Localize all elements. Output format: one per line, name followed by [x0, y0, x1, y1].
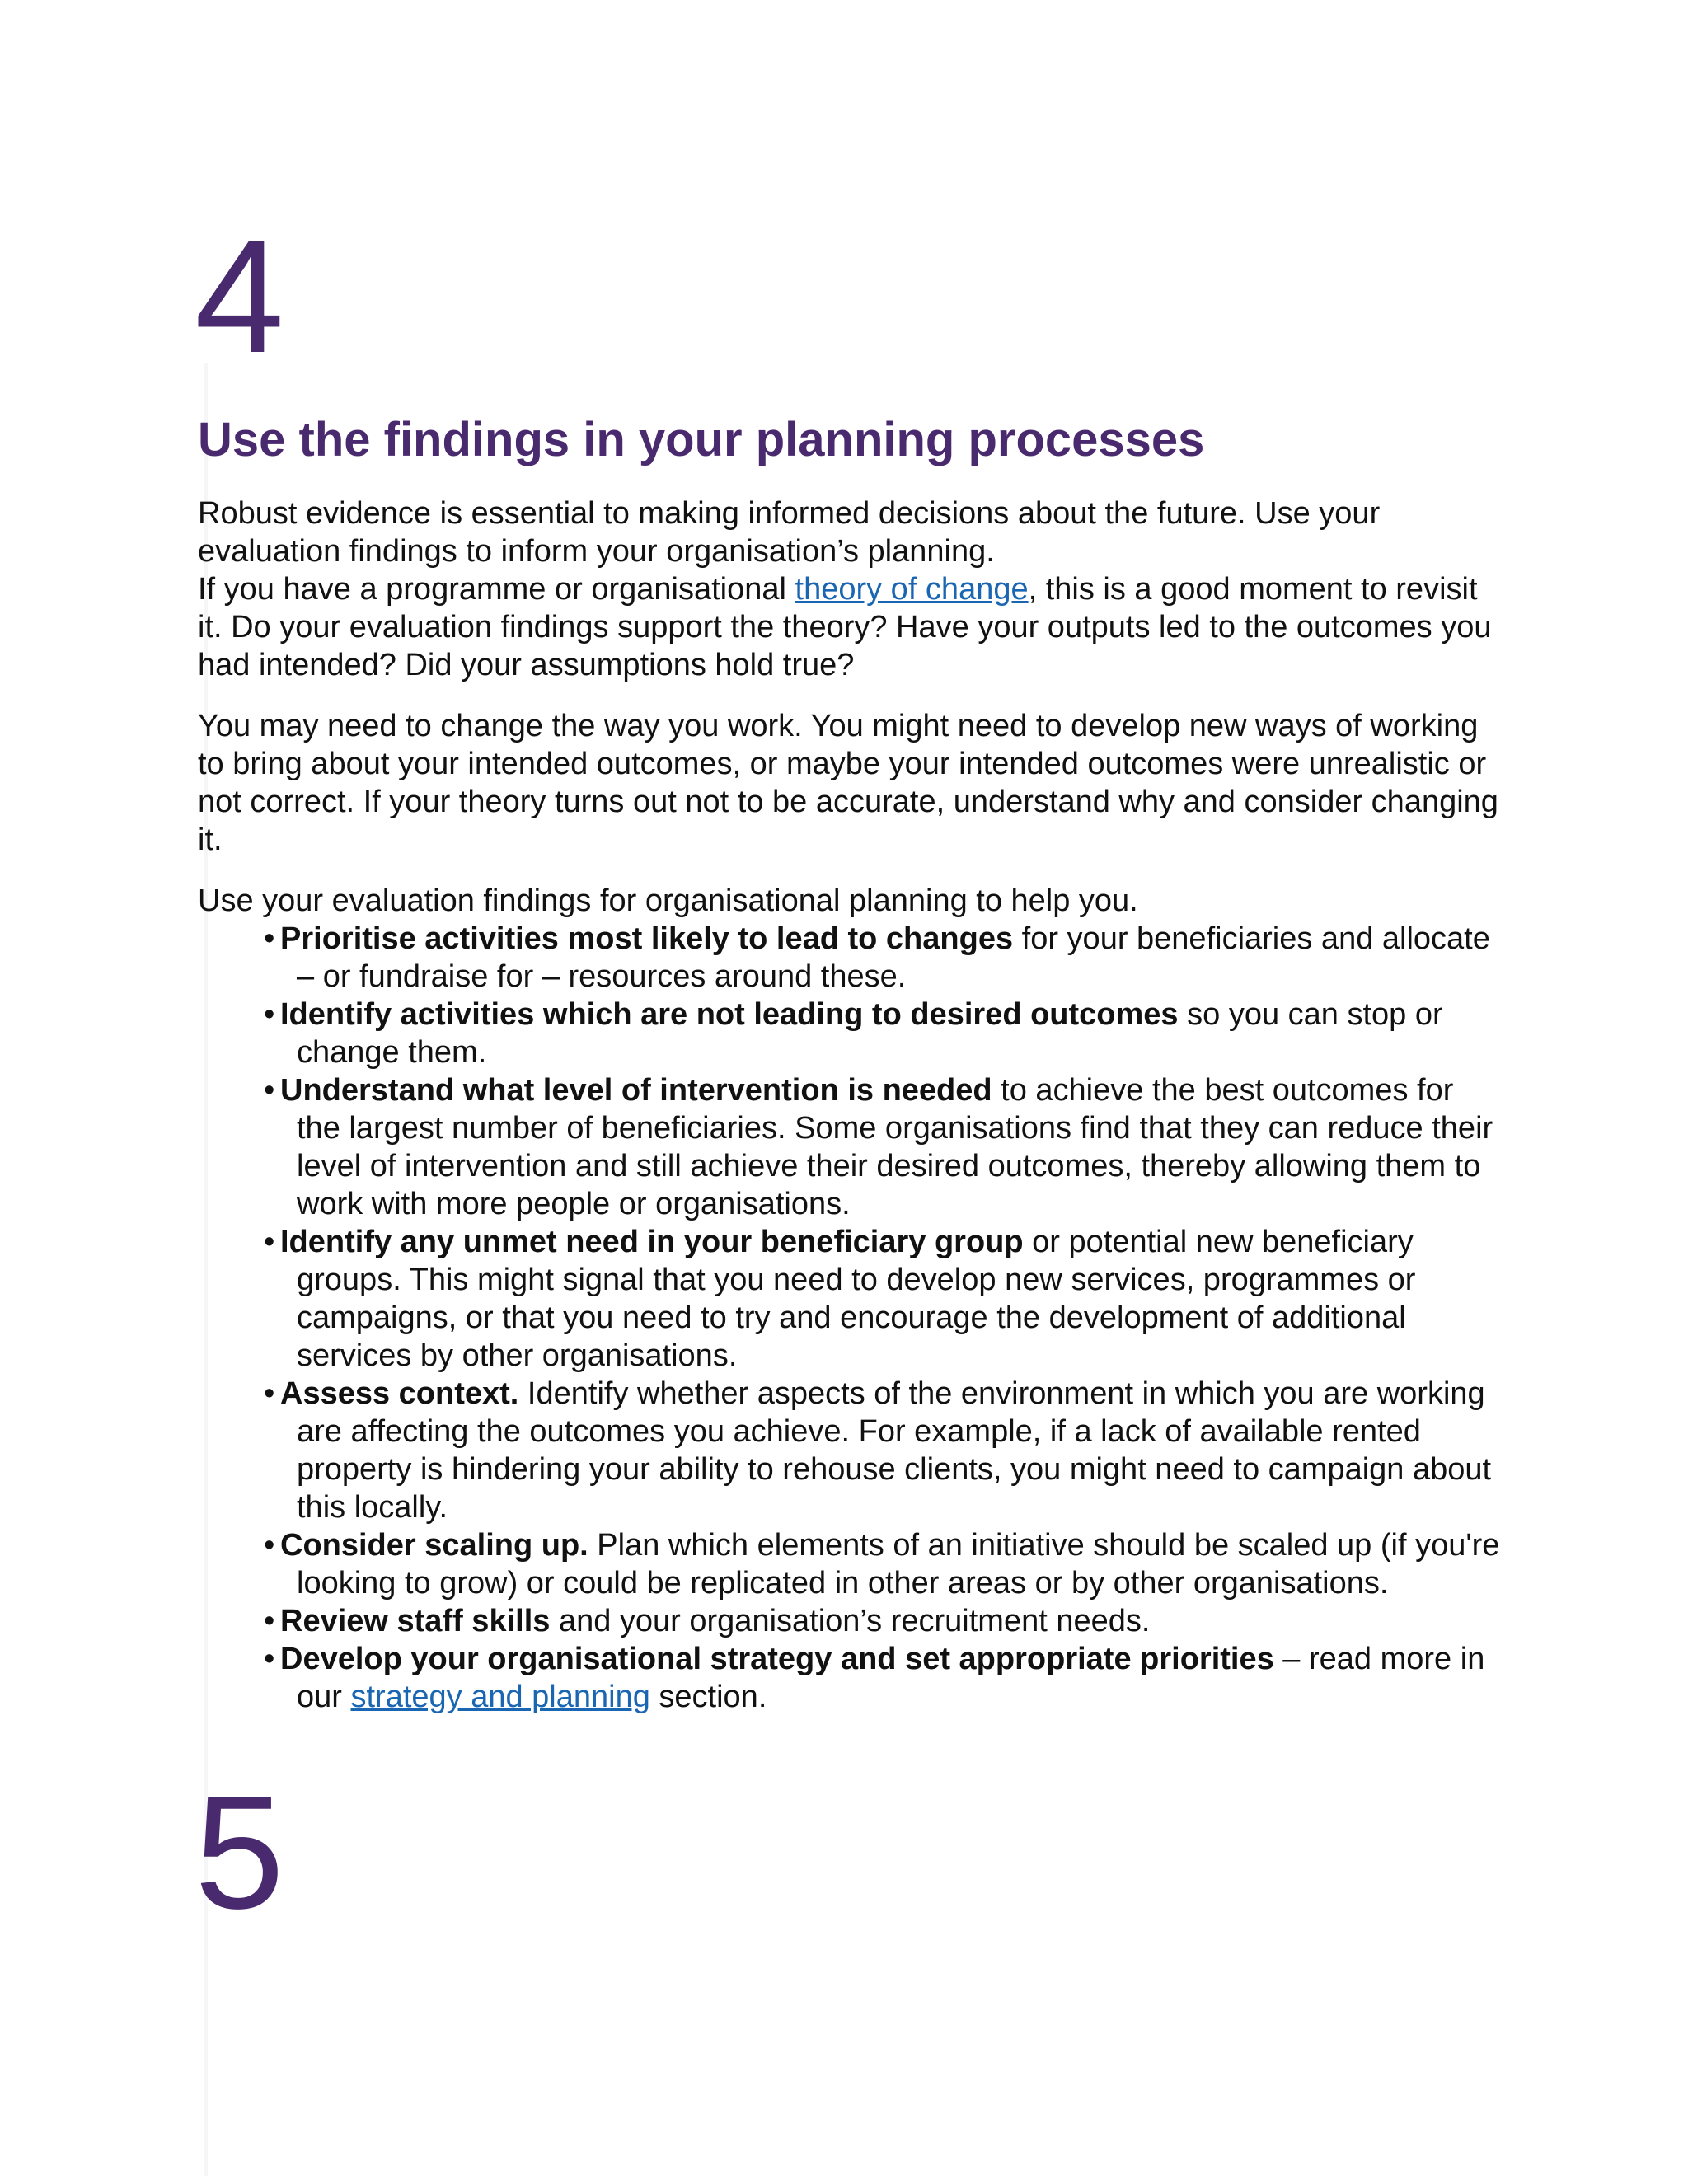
section-number-4: 4	[195, 206, 285, 387]
list-item-text: Identify whether aspects of the environment in which you are working are affecting the outcomes you achieve. For example, if a lack of available rented property is hindering your ability to rehouse clients, you might need to campaign about this locally.	[297, 1376, 1492, 1525]
bullet-icon: •	[264, 1642, 275, 1676]
bullet-icon: •	[264, 1376, 275, 1411]
list-item-bold: Identify any unmet need in your beneficiary group	[280, 1225, 1024, 1259]
bullet-icon: •	[264, 1073, 275, 1108]
list-item-bold: Understand what level of intervention is needed	[280, 1073, 992, 1108]
section-body	[198, 494, 1500, 1716]
list-intro: Use your evaluation findings for organisational planning to help you.	[198, 883, 1138, 918]
list-item-text: Plan which elements of an initiative should be scaled up (if you're looking to grow) or could be replicated in other areas or by other organisations.	[297, 1528, 1500, 1601]
list-item-text: – read more in our	[297, 1642, 1485, 1714]
intro-text: Robust evidence is essential to making informed decisions about the future. Use your evaluation findings to inform your organisation’s planning.	[198, 496, 1381, 569]
bullet-icon: •	[264, 1225, 275, 1259]
theory-text-pre: If you have a programme or organisational	[198, 572, 795, 607]
list-item-bold: Consider scaling up.	[280, 1528, 588, 1563]
list-item	[198, 1602, 1500, 1640]
list-item-bold: Prioritise activities most likely to lead to changes	[280, 921, 1014, 956]
list-item	[198, 1223, 1500, 1375]
list-item	[198, 1375, 1500, 1526]
list-item-text: to achieve the best outcomes for the largest number of beneficiaries. Some organisations find that they can reduce their level of intervention and still achieve their desired outcomes, thereby allowing them to work with more people or organisations.	[297, 1073, 1493, 1221]
strategy-and-planning-link[interactable]: strategy and planning	[350, 1680, 650, 1714]
bullet-icon: •	[264, 997, 275, 1032]
list-item-bold: Assess context.	[280, 1376, 519, 1411]
list-item-text: for your beneficiaries and allocate – or fundraise for – resources around these.	[297, 921, 1490, 994]
list-item-bold: Develop your organisational strategy and set appropriate priorities	[280, 1642, 1274, 1676]
bullet-icon: •	[264, 1604, 275, 1638]
list-item	[198, 920, 1500, 996]
list-item	[198, 1526, 1500, 1602]
change-paragraph: You may need to change the way you work. You might need to develop new ways of working to bring about your intended outcomes, or maybe your intended outcomes were unrealistic or not correct. If your theory turns out not to be accurate, understand why and consider changing it.	[198, 709, 1498, 857]
list-item-bold: Review staff skills	[280, 1604, 551, 1638]
section-number-5: 5	[195, 1762, 285, 1943]
theory-text-post: , this is a good moment to revisit it. Do your evaluation findings support the theory? Have your outputs led to the outcomes you had intended? Did your assumptions hold true?	[198, 572, 1492, 682]
list-item-bold: Identify activities which are not leading to desired outcomes	[280, 997, 1179, 1032]
list-item	[198, 1640, 1500, 1716]
list-item-text-end: section.	[649, 1680, 767, 1714]
intro-paragraph	[198, 494, 1500, 684]
list-item	[198, 996, 1500, 1071]
bullet-icon: •	[264, 1528, 275, 1563]
list-item-text: and your organisation’s recruitment needs.	[550, 1604, 1151, 1638]
findings-list	[198, 920, 1500, 1716]
bullet-icon: •	[264, 921, 275, 956]
section-heading: Use the findings in your planning processes	[198, 413, 1205, 466]
list-item	[198, 1071, 1500, 1223]
theory-of-change-link[interactable]: theory of change	[795, 572, 1029, 607]
list-item-text: or potential new beneficiary groups. This might signal that you need to develop new services, programmes or campaigns, or that you need to try and encourage the development of additional services by other organisations.	[297, 1225, 1416, 1373]
list-item-text: so you can stop or change them.	[297, 997, 1443, 1070]
